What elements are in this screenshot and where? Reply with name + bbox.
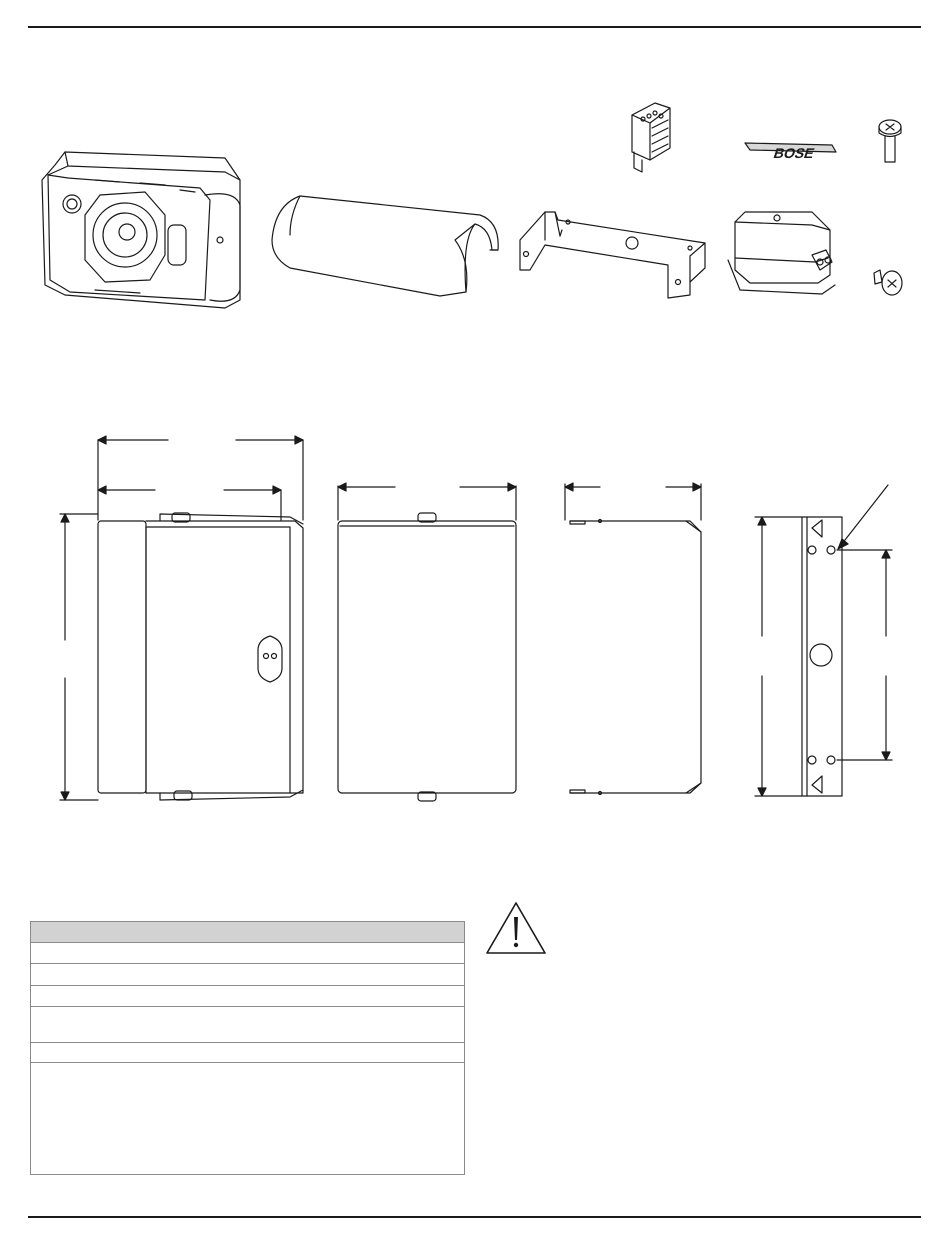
table-row [31,1007,464,1043]
svg-text:BOSE: BOSE [771,146,817,162]
table-row [31,1043,464,1063]
table-row [31,1063,464,1173]
grille-icon [272,196,498,296]
bracket-view [755,485,892,796]
screw-icon [879,120,901,162]
bottom-rule [28,1216,921,1218]
side-view [60,436,303,800]
table-row [31,943,464,964]
spec-table [30,921,465,1175]
connector-icon [632,103,670,172]
grille-view [565,483,701,795]
screw-icon [874,270,902,295]
front-view [338,483,516,801]
logo-badge-icon [745,143,836,162]
bracket-icon [520,212,705,298]
junction-box-icon [728,212,835,294]
table-row [31,964,464,986]
warning-triangle-icon [484,900,548,956]
spec-table-header [31,922,464,943]
speaker-icon [42,152,240,308]
table-row [31,986,464,1007]
